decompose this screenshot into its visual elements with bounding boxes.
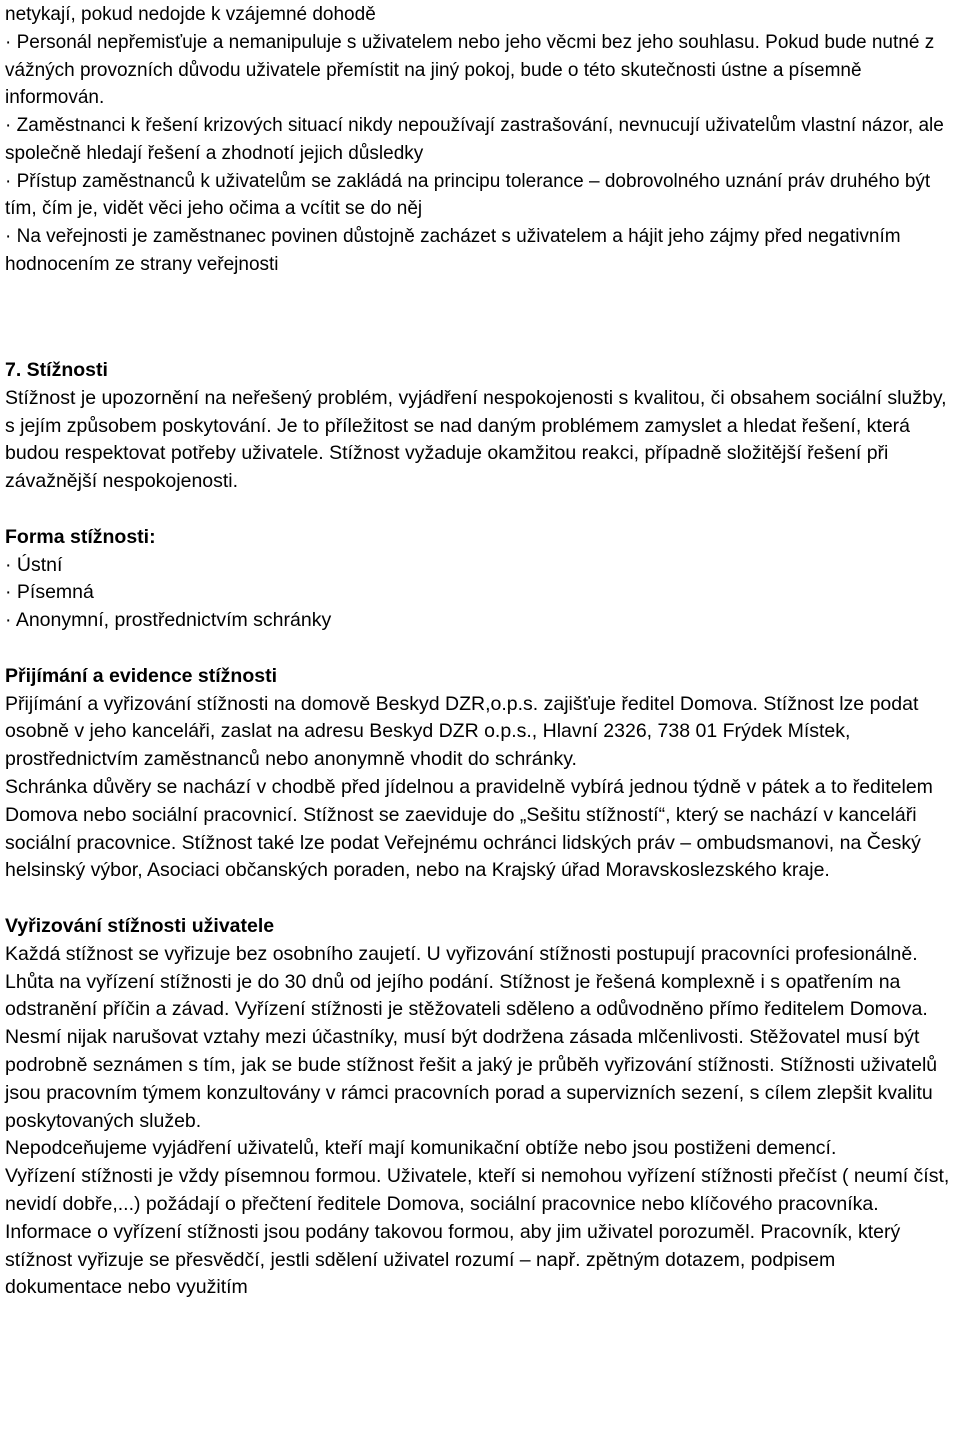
forma-item: · Písemná bbox=[5, 581, 94, 604]
vyrizovani-heading: Vyřizování stížnosti uživatele bbox=[5, 914, 275, 937]
intro-paragraph: netykají, pokud nedojde k vzájemné dohodě bbox=[5, 4, 376, 25]
section-heading: 7. Stížnosti bbox=[5, 359, 108, 381]
vyrizovani-paragraph: Vyřízení stížnosti je vždy písemnou formou. Uživatele, kteří si nemohou vyřízení stížnosti přečíst ( neumí číst, nevidí dobře,...) požádají o přečtení ředitele Domova, sociální pracovnice nebo klíčového pracovníka. Informace o vyřízení stížnosti jsou podány takovou formou, aby jim uživatel porozuměl. Pracovník, který stížnost vyřizuje se přesvědčí, jestli sdělení uživatel rozumí – např. zpětným dotazem, podpisem dokumentace nebo využitím bbox=[5, 1165, 950, 1299]
forma-item: · Ústní bbox=[5, 553, 63, 576]
intro-section bbox=[5, 1, 955, 279]
vyrizovani-paragraph: Každá stížnost se vyřizuje bez osobního zaujetí. U vyřizování stížnosti postupují pracovníci profesionálně. Lhůta na vyřízení stížnosti je do 30 dnů od jejího podání. Stížnost je řešená komplexně i s opatřením na odstranění příčin a závad. Vyřízení stížnosti je stěžovateli sděleno a odůvodněno přímo ředitelem Domova. Nesmí nijak narušovat vztahy mezi účastníky, musí být dodržena zásada mlčenlivosti. Stěžovatel musí být podrobně seznámen s tím, jak se bude stížnost řešit a jaký je průběh vyřizování stížnosti. Stížnosti uživatelů jsou pracovním týmem konzultovány v rámci pracovních porad a supervizních sezení, s cílem zlepšit kvalitu poskytovaných služeb. bbox=[5, 942, 938, 1132]
forma-heading: Forma stížnosti: bbox=[5, 525, 156, 548]
prijimani-paragraph: Schránka důvěry se nachází v chodbě před jídelnou a pravidelně vybírá jednou týdně v pátek a to ředitelem Domova nebo sociální pracovnicí. Stížnost se zaeviduje do „Sešitu stížností“, který se nachází v kanceláři sociální pracovnice. Stížnost také lze podat Veřejnému ochránci lidských práv – ombudsmanovi, na Český helsinský výbor, Asociaci občanských poraden, nebo na Krajský úřad Moravskoslezského kraje. bbox=[5, 775, 933, 882]
section-paragraph: Stížnost je upozornění na neřešený problém, vyjádření nespokojenosti s kvalitou, či obsahem sociální služby, s jejím způsobem poskytování. Je to příležitost se nad daným problémem zamyslet a hledat řešení, která budou respektovat potřeby uživatele. Stížnost vyžaduje okamžitou reakci, případně složitější řešení při závažnější nespokojenosti. bbox=[5, 386, 947, 493]
intro-paragraph: · Přístup zaměstnanců k uživatelům se zakládá na principu tolerance – dobrovolného uznání práv druhého být tím, čím je, vidět věci jeho očima a vcítit se do něj bbox=[5, 170, 931, 220]
vyrizovani-paragraph: Nepodceňujeme vyjádření uživatelů, kteří mají komunikační obtíže nebo jsou postiženi demencí. bbox=[5, 1137, 837, 1160]
intro-paragraph: · Na veřejnosti je zaměstnanec povinen důstojně zacházet s uživatelem a hájit jeho zájmy před negativním hodnocením ze strany veřejnosti bbox=[5, 226, 901, 275]
complaints-section bbox=[5, 357, 955, 1302]
spacer bbox=[5, 885, 955, 913]
spacer bbox=[5, 635, 955, 663]
prijimani-paragraph: Přijímání a vyřizování stížnosti na domově Beskyd DZR,o.p.s. zajišťuje ředitel Domova. Stížnost lze podat osobně v jeho kanceláři, zaslat na adresu Beskyd DZR o.p.s., Hlavní 2326, 738 01 Frýdek Místek, prostřednictvím zaměstnanců nebo anonymně vhodit do schránky. bbox=[5, 692, 919, 771]
intro-paragraph: · Zaměstnanci k řešení krizových situací nikdy nepoužívají zastrašování, nevnucují uživatelům vlastní názor, ale společně hledají řešení a zhodnotí jejich důsledky bbox=[5, 115, 944, 164]
intro-paragraph: · Personál nepřemisťuje a nemanipuluje s uživatelem nebo jeho věcmi bez jeho souhlasu. Pokud bude nutné z vážných provozních důvodu uživatele přemístit na jiný pokoj, bude o této skutečnosti ústne a písemně informován. bbox=[5, 31, 935, 109]
spacer bbox=[5, 496, 955, 524]
prijimani-heading: Přijímání a evidence stížnosti bbox=[5, 664, 278, 687]
forma-item: · Anonymní, prostřednictvím schránky bbox=[5, 609, 332, 632]
